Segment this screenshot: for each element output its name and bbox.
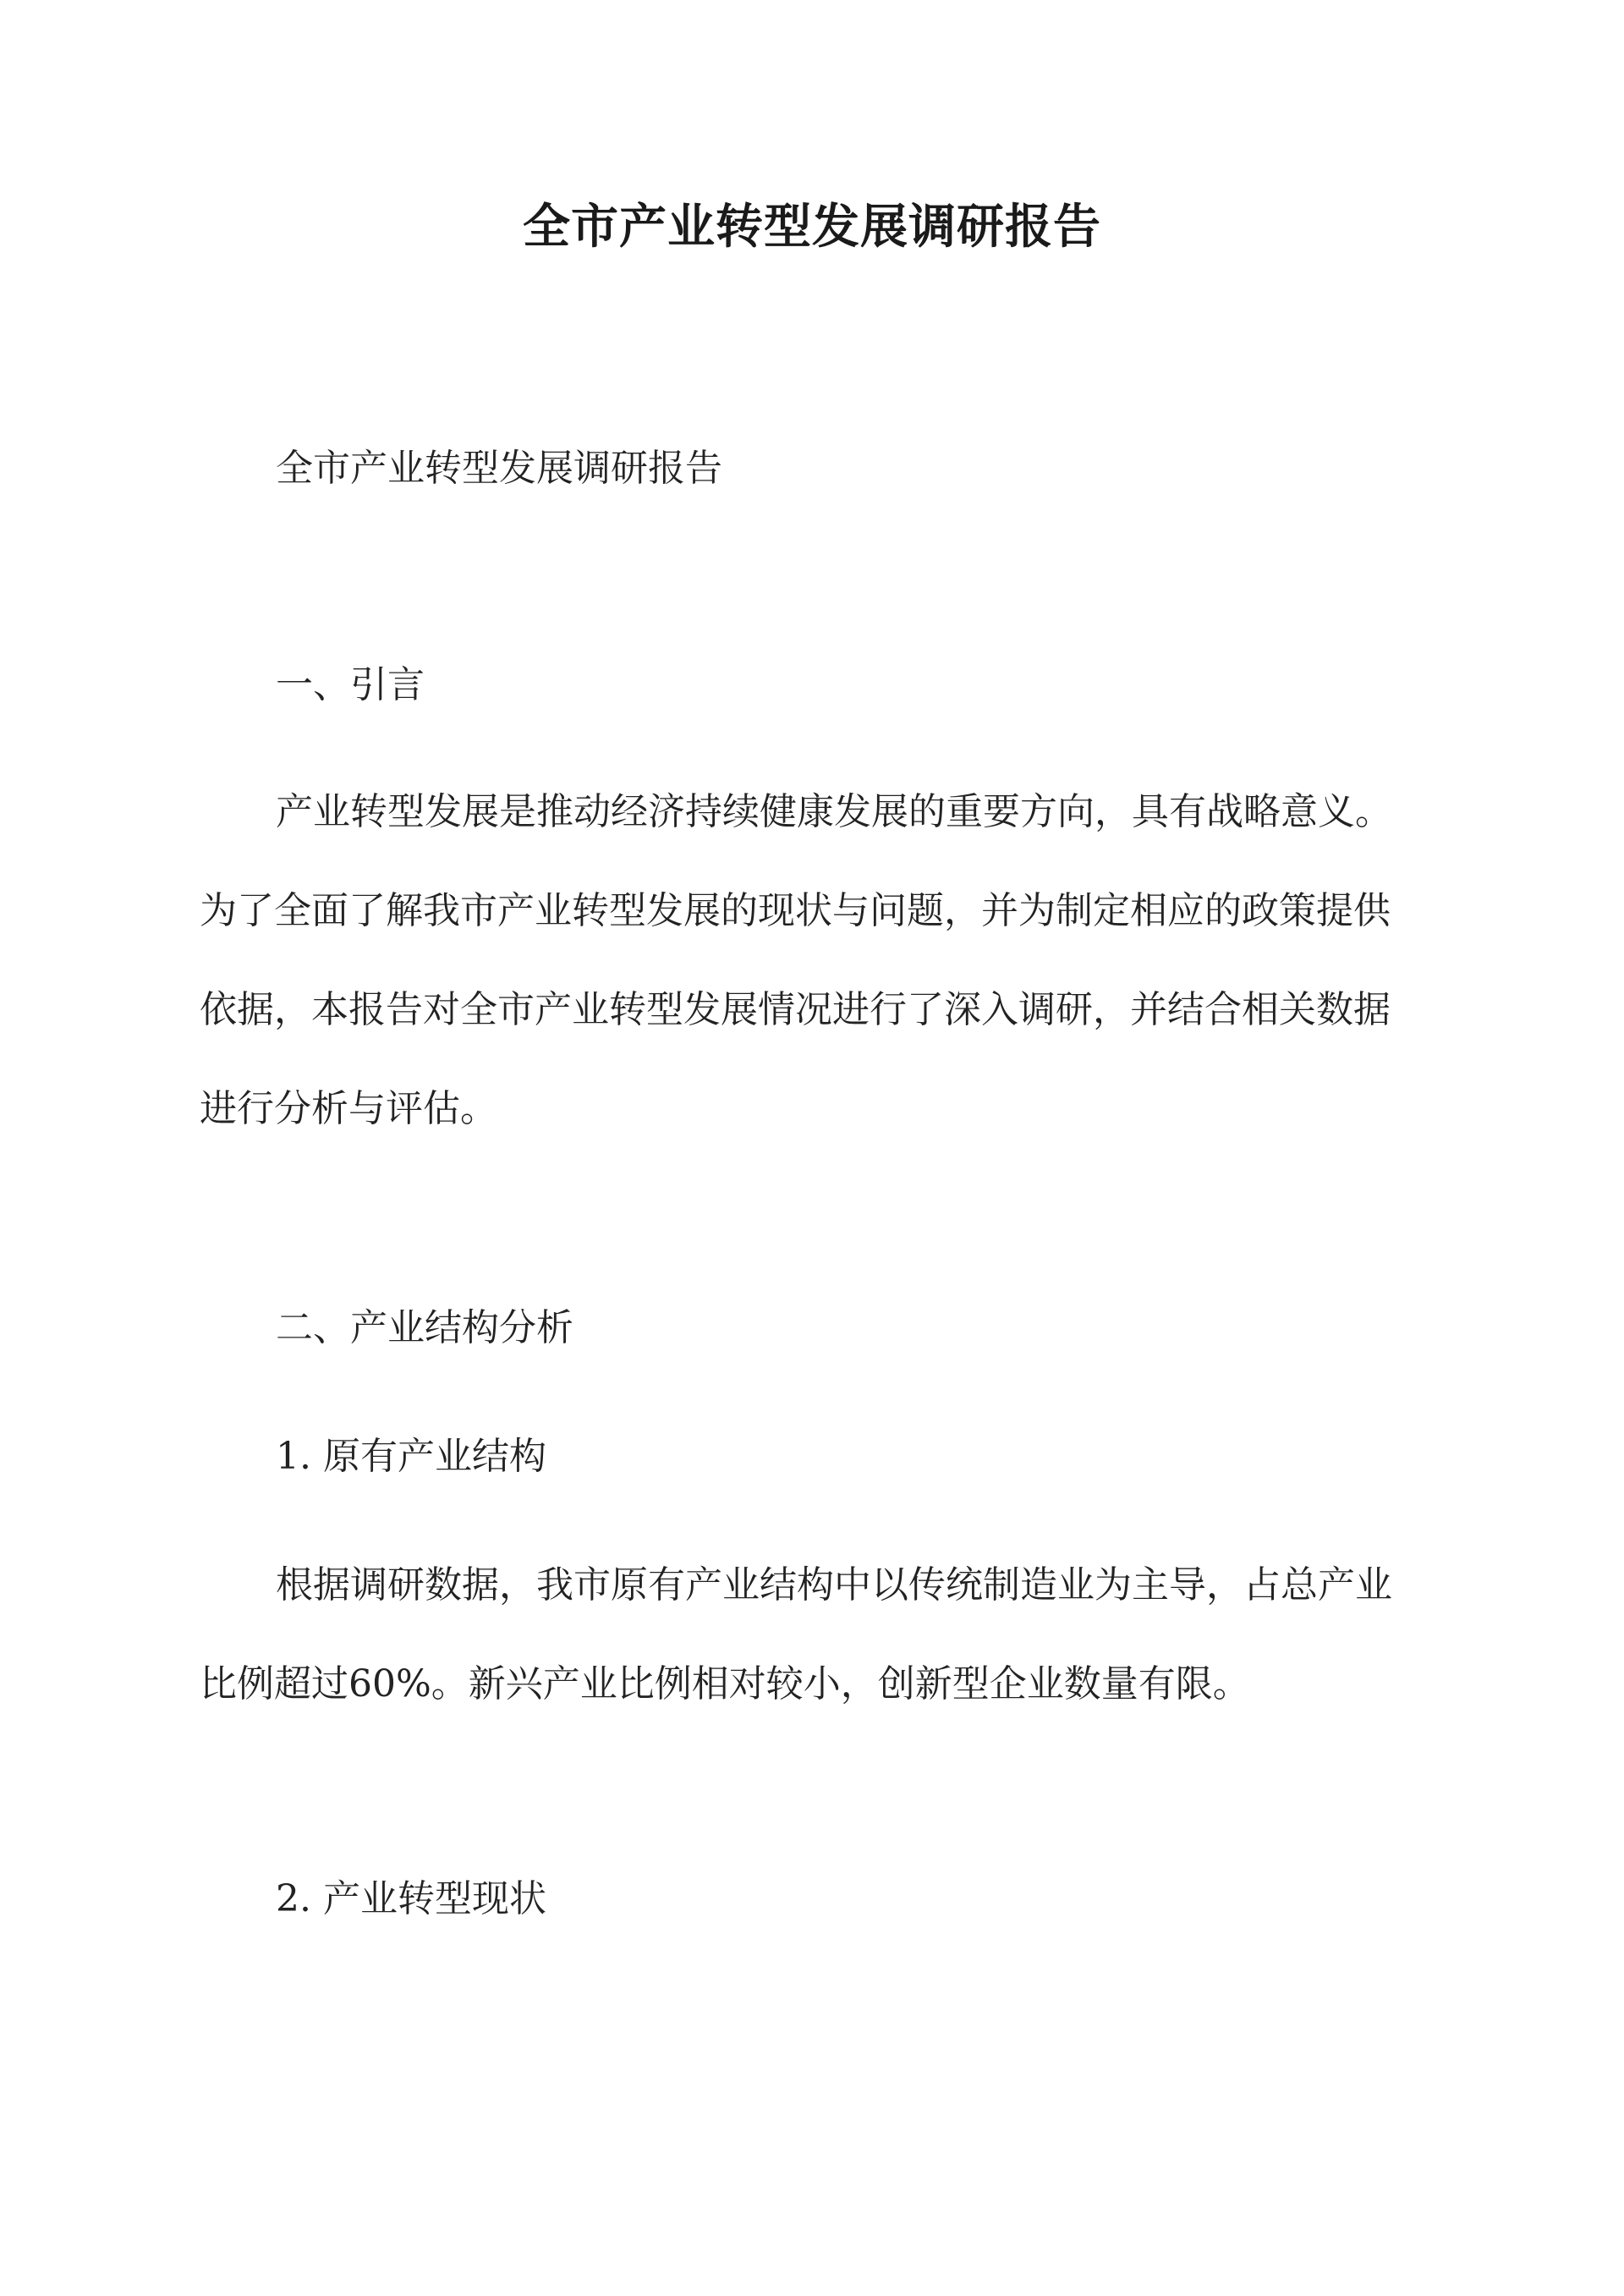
paragraph-line: 比例超过60%。新兴产业比例相对较小，创新型企业数量有限。 [200,1662,1250,1706]
subsection-heading-original-structure: 1. 原有产业结构 [276,1435,546,1478]
section-heading-introduction: 一、引言 [276,663,425,706]
document-subtitle: 全市产业转型发展调研报告 [276,447,722,490]
paragraph-line: 根据调研数据，我市原有产业结构中以传统制造业为主导，占总产业 [276,1563,1392,1607]
paragraph-line: 为了全面了解我市产业转型发展的现状与问题，并为制定相应的政策提供 [200,889,1391,932]
subsection-heading-transformation-status: 2. 产业转型现状 [276,1877,546,1920]
paragraph-line: 依据，本报告对全市产业转型发展情况进行了深入调研，并结合相关数据 [200,988,1391,1031]
document-title: 全市产业转型发展调研报告 [523,199,1101,255]
section-heading-industry-structure: 二、产业结构分析 [276,1306,573,1349]
paragraph-line: 进行分析与评估。 [200,1087,497,1130]
paragraph-line: 产业转型发展是推动经济持续健康发展的重要方向，具有战略意义。 [276,790,1392,833]
